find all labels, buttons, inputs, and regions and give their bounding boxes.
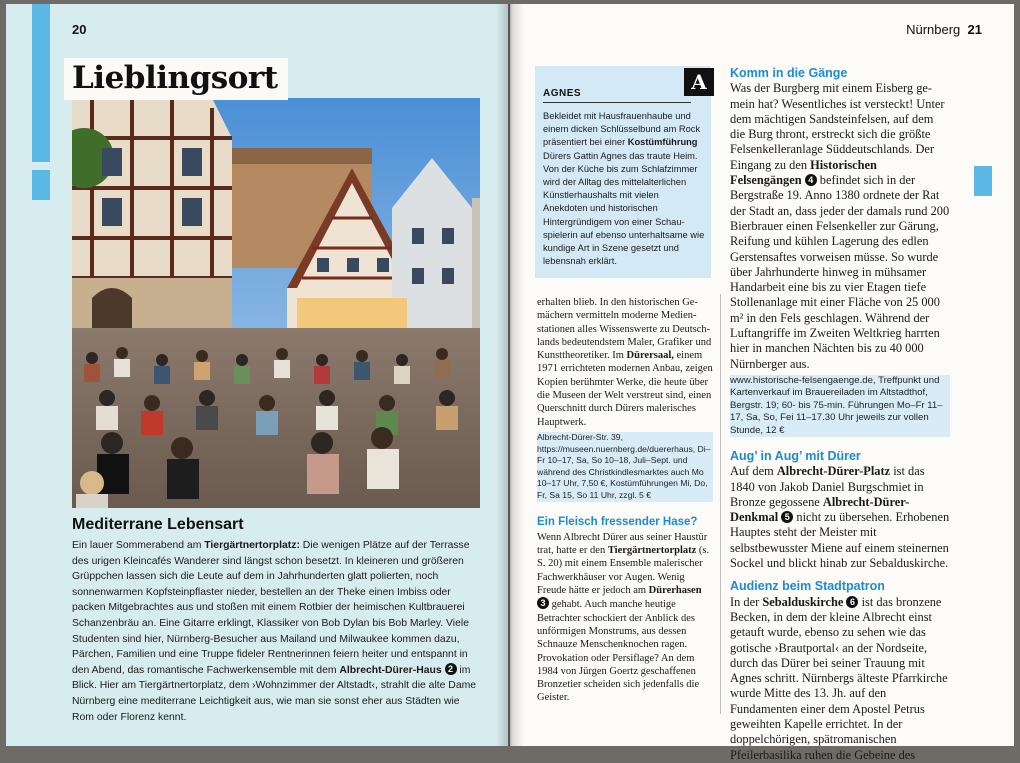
section-title: Mediterrane Lebensart: [72, 516, 244, 533]
running-head: Nürnberg: [906, 22, 961, 37]
heading-audienz: Audienz beim Stadtpatron: [730, 579, 885, 594]
heading-aug-in-aug: Aug’ in Aug’ mit Dürer: [730, 448, 861, 463]
heading-fleisch-hase: Ein Fleisch fressender Hase?: [537, 515, 698, 528]
left-page: [6, 4, 508, 746]
map-marker-badge: 4: [805, 174, 817, 186]
map-marker-badge: 6: [846, 596, 858, 608]
info-box-title: AGNES: [543, 88, 582, 99]
headline-box: [64, 58, 288, 100]
sebalduskirche-paragraph: In der Sebalduskirche 6 ist das bronzene Becken, in dem der kleine Albrecht einst getauft wurde, ebenso zu sehen wie das gotische ›Brautportal‹ an der Nordseite, durch das Dürer bei seiner Trauung mit Agnes schritt. Nürnbergs älteste Pfarrkirche wurde Mitte des 13. Jh. auf den Fundamenten einer dem Apostel Petrus geweihten Kapelle errichtet. In der doppelchörigen, spätromanischen Pfeilerbasilika ruhen die Gebeine des: [730, 594, 948, 762]
duerer-denkmal-paragraph: Auf dem Albrecht-Dürer-Platz ist das 1840 von Jakob Daniel Burgschmiet in Bronze gegossene Albrecht-Dürer-Denkmal 5 nicht zu übersehen. Erhobenen Hauptes steht der Meister mit selbstbewusster Miene auf einem steinernen Sockel und blickt hinab zur Sebalduskirche.: [730, 464, 950, 571]
info-box-rule: [543, 102, 691, 103]
map-marker-badge: 2: [445, 663, 457, 675]
map-marker-badge: 5: [781, 511, 793, 523]
chapter-tab-marker: [32, 170, 50, 200]
intro-paragraph: Ein lauer Sommerabend am Tiergärtnertorplatz: Die wenigen Plätze auf der Terrasse des urigen Kleincafés Wanderer sind längst schon besetzt. In kleineren und größeren Grüppchen lassen sich die Leute auf dem in Jahrhunderten glatt polierten, noch sonnenwarmen Kopfsteinpflaster nieder, bestellen an der Theke einen Imbiss oder packen Mitgebrachtes aus und stoßen mit einem Rotbier der heimischen Kultbrauerei Schanzenbräu an. Eine Gitarre erklingt, Klassiker von Bob Dylan bis Bob Marley. Viele Studenten sind hier, Nürnberg-Besucher aus Mailand und Milwaukee kommen dazu, Pärchen, Familien und eine Truppe fideler Rentnerinnen feiern heiter und entspannt in den Abend, das romantische Fachwerkensemble mit dem Albrecht-Dürer-Haus 2 im Blick. Hier am Tiergärtnertorplatz, dem ›Wohnzimmer der Altstadt‹, strahlt die alte Dame Nürnberg eine mediterrane Leichtigkeit aus, wie man sie sonst eher aus Städten wie Rom oder Florenz kennt.: [72, 540, 477, 723]
column-right: [730, 66, 950, 763]
thumb-tab-marker: [974, 166, 992, 196]
street-scene-photo: [72, 98, 480, 508]
duerer-house-info-note: Albrecht-Dürer-Str. 39, https://museen.nuernberg.de/duererhaus, Di–Fr 10–17, Sa, So 10–18, Juli–Sept. und während des Christkindlesmarktes auch Mo 10–17 Uhr, 7,50 €, Kostümführungen Mi, Do, Fr, Sa 15, So 11 Uhr, zzgl. 5 €: [537, 432, 713, 502]
column-divider: [720, 294, 721, 714]
open-book: [6, 4, 1014, 762]
felsengaenge-paragraph: Was der Burgberg mit einem Eisberg gemein hat? Wesentliches ist versteckt! Unter dem mächtigen Sandsteinfelsen, auf dem die Burg thront, erstreckt sich die größte Felsenkelleranlage Süddeutschlands. Der Eingang zu den Historischen Felsengängen 4 befindet sich in der Bergstraße 19. Anno 1380 ordnete der Rat der Stadt an, dass jeder der damals rund 200 Bierbrauer einen Felsenkeller zur Gärung, Reifung und kühlen Lagerung des edlen Gerstensaftes vorweisen müsse. So wurde über Jahrhunderte hinweg in mühsamer Handarbeit eine bis zu vier Etagen tiefe Stollenanlage mit einer Fläche von 25 000 m² in den Fels geschlagen. Während der Luftangriffe im Zweiten Weltkrieg harrten hier in manchen Nächten bis zu 40 000 Nürnberger aus.: [730, 81, 950, 371]
headline: Lieblingsort: [72, 60, 278, 96]
page-header-right: [906, 22, 982, 37]
info-box-letter-badge: A: [684, 68, 714, 96]
map-marker-badge: 3: [537, 597, 549, 609]
column-left: [537, 296, 713, 705]
info-box-text: Bekleidet mit Hausfrauenhaube und einem dicken Schlüsselbund am Rock präsentiert bei einer Kostümführung Dürers Gattin Agnes das traute Heim. Von der Küche bis zum Schlafzimmer wird der Alltag des mittelalterlichen Künstlerhaushalts mit vielen Anekdoten und historischen Hintergründigem von einer Schauspielerin auf ebenso unterhaltsame wie kundige Art in Szene gesetzt und lebensnah erklärt.: [543, 111, 705, 267]
heading-komm-in-die-gaenge: Komm in die Gänge: [730, 66, 848, 80]
duererhase-paragraph: Wenn Albrecht Dürer aus seiner Haustür trat, hatte er den Tiergärtnertorplatz (s. S. 20) mit einem Ensemble malerischer Fachwerkhäuser vor Augen. Wenig Freude hätte er jedoch am Dürerhasen 3 gehabt. Auch manche heutige Betrachter schockiert der Anblick des unförmigen Monstrums, aus dessen Schnauze Menschenknochen ragen. Provokation oder Persiflage? An dem 1984 von Jürgen Goertz geschaffenen Bronzetier scheiden sich jedenfalls die Geister.: [537, 531, 710, 704]
felsengaenge-info-note: www.historische-felsengaenge.de, Treffpunkt und Kartenverkauf im Brauereiladen im Altstadthof, Bergstr. 19; 60- bis 75-min. Führungen Mo–Fr 11–17, Sa, So, Fei 11–17.30 Uhr jeweils zur vollen Stunde, 12 €: [730, 375, 950, 437]
duerer-house-paragraph: erhalten blieb. In den historischen Gemächern vermitteln moderne Medienstationen alles Wissenswerte zu Deutschlands bedeutendstem Maler, Grafiker und Kunsttheoretiker. Im Dürersaal, einem 1971 errichteten modernen Anbau, zeigen Kopien berühmter Werke, die heute über die Museen der Welt verstreut sind, einen Querschnitt durch Dürers malerisches Hauptwerk.: [537, 297, 713, 428]
info-box-agnes: [535, 66, 711, 278]
chapter-tab: [32, 4, 50, 162]
page-number-left: 20: [72, 22, 87, 37]
page-number-right: 21: [967, 22, 982, 37]
